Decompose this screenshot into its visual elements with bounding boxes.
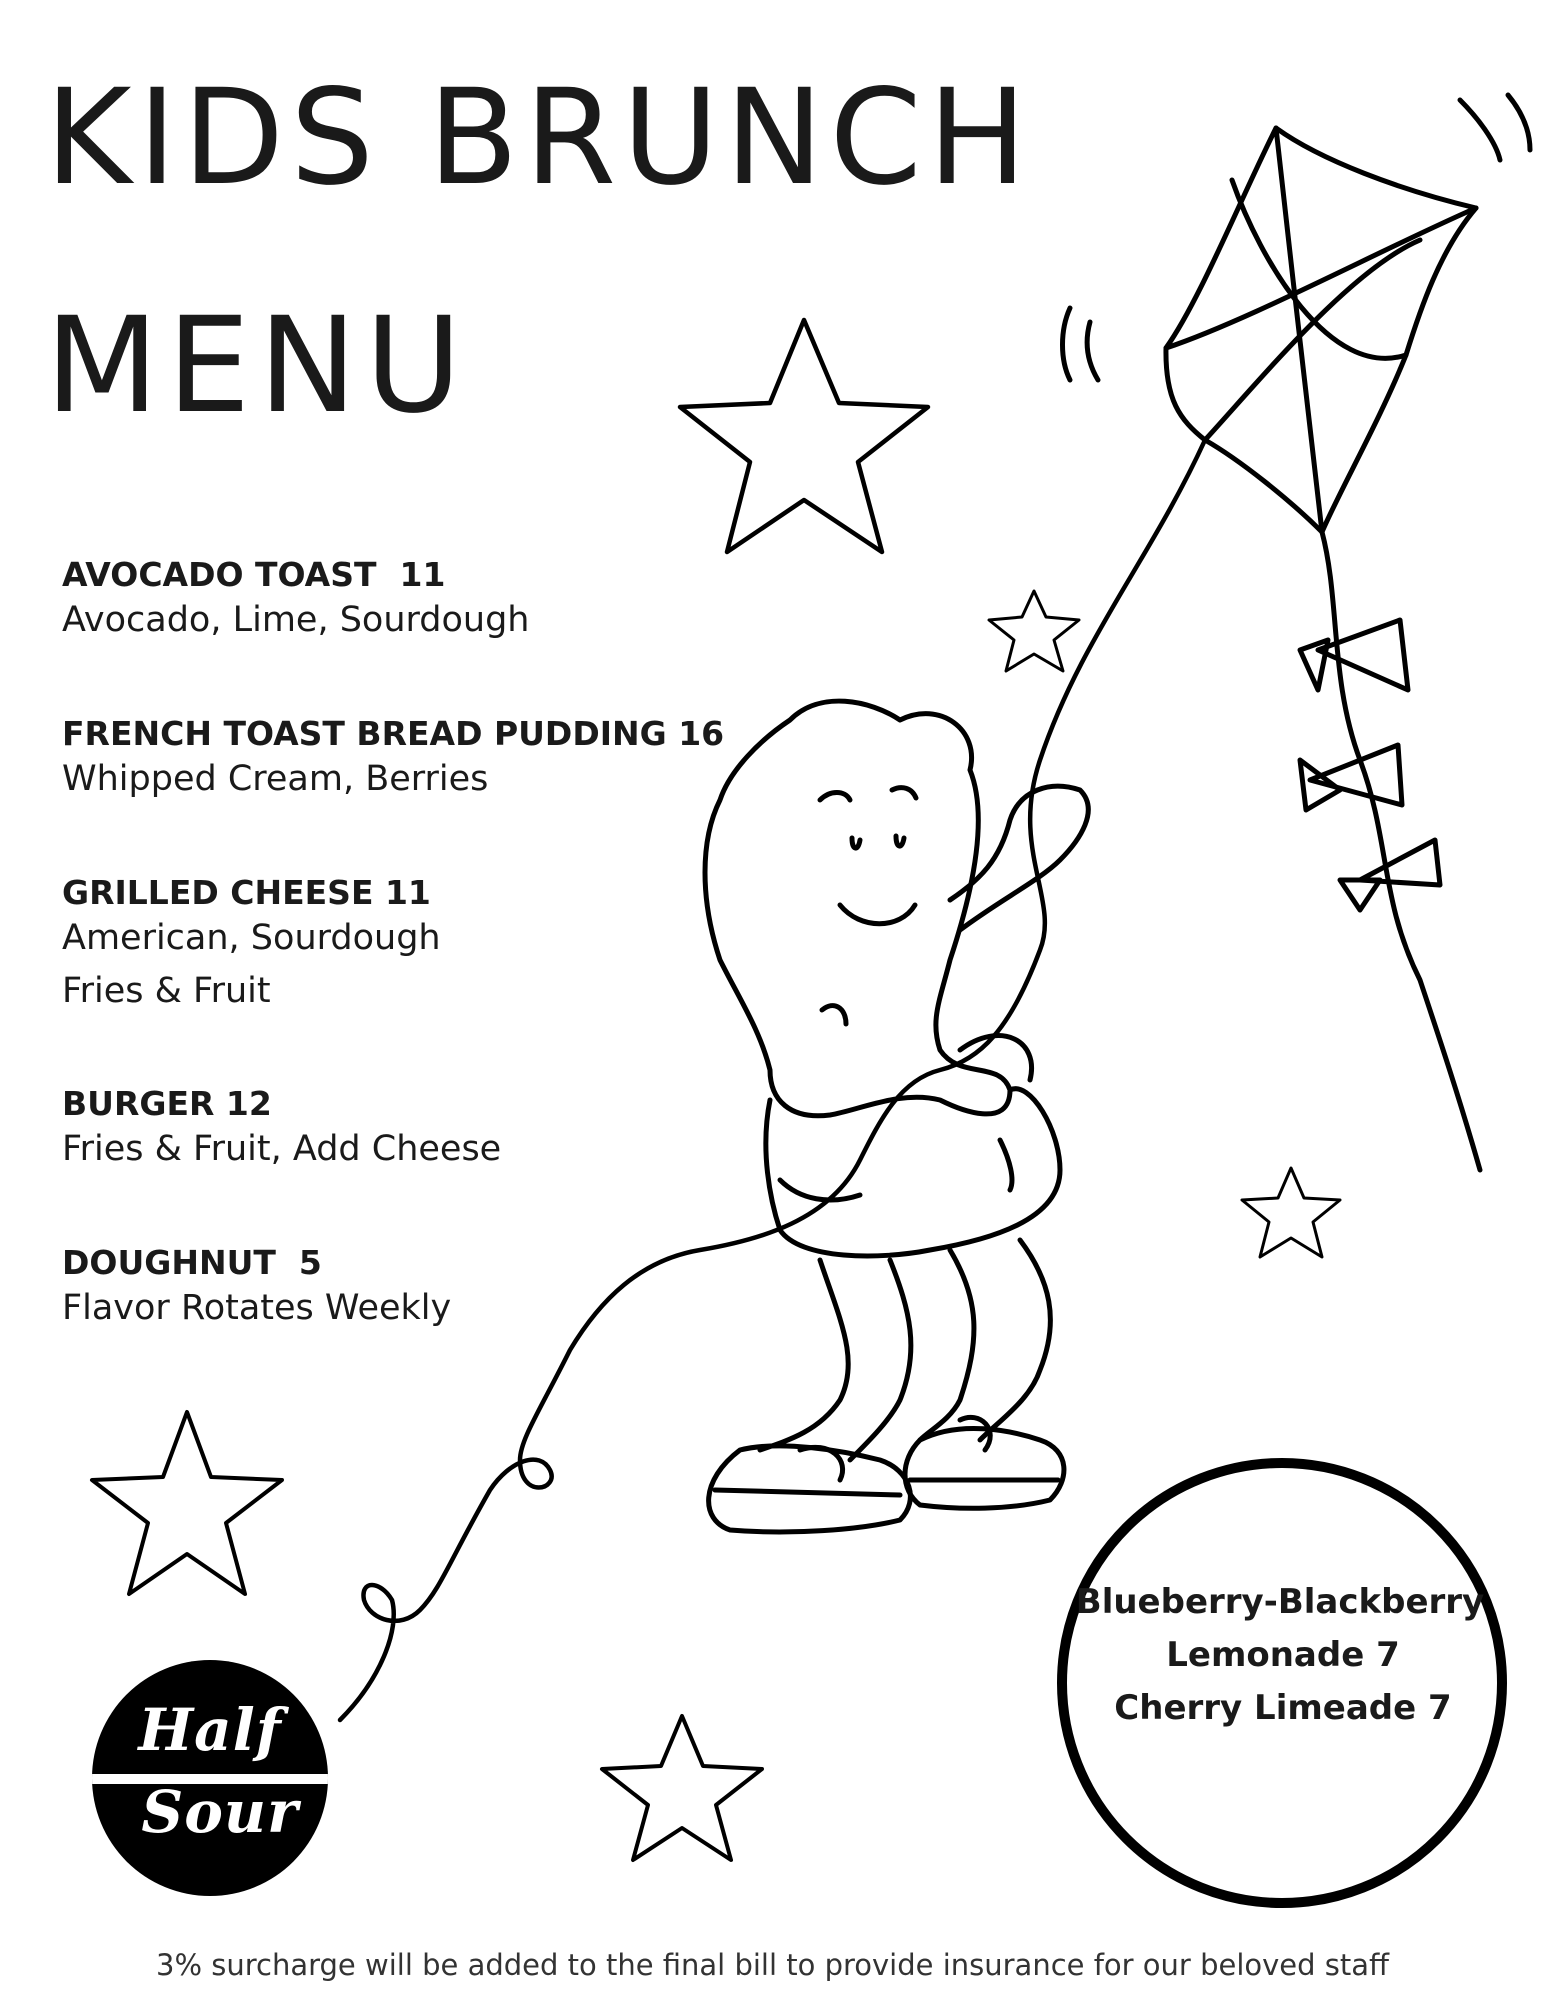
menu-item (62, 1085, 501, 1176)
drinks-circle (1057, 1458, 1507, 1908)
page-title: KIDS BRUNCH (45, 61, 1033, 215)
menu-item (62, 715, 724, 806)
menu-item-name: DOUGHNUT 5 (62, 1243, 322, 1282)
menu-item-name: BURGER 12 (62, 1084, 272, 1123)
menu-item (62, 556, 530, 647)
logo-word: Half (138, 1696, 282, 1764)
star-icon (602, 1716, 762, 1860)
menu-item-description: Whipped Cream, Berries (62, 758, 489, 799)
menu-item-description: Fries & Fruit (62, 970, 271, 1011)
drink-item: Lemonade 7 (1166, 1635, 1400, 1675)
kite-icon (1063, 95, 1531, 532)
logo-word: Sour (141, 1778, 299, 1846)
star-icon (680, 320, 928, 552)
page-title-line-2: MENU (45, 289, 470, 443)
menu-item-description: Fries & Fruit, Add Cheese (62, 1128, 502, 1169)
surcharge-notice: 3% surcharge will be added to the final bill to provide insurance for our beloved staff (156, 1948, 1389, 1982)
menu-item-description: Flavor Rotates Weekly (62, 1287, 452, 1328)
menu-item-name: GRILLED CHEESE 11 (62, 873, 431, 912)
menu-item-description: American, Sourdough (62, 917, 441, 958)
star-icon (1242, 1168, 1340, 1257)
kite-tail-icon (1300, 532, 1480, 1170)
menu-item-name: FRENCH TOAST BREAD PUDDING 16 (62, 714, 725, 753)
menu-item (62, 874, 441, 1018)
menu-item-name: AVOCADO TOAST 11 (62, 555, 446, 594)
half-sour-logo (92, 1660, 328, 1896)
drink-item: Blueberry-Blackberry (1075, 1582, 1485, 1622)
star-icon (989, 591, 1079, 671)
star-icon (92, 1412, 282, 1594)
drink-item: Cherry Limeade 7 (1114, 1688, 1452, 1728)
menu-item-description: Avocado, Lime, Sourdough (62, 599, 530, 640)
menu-item (62, 1244, 451, 1335)
